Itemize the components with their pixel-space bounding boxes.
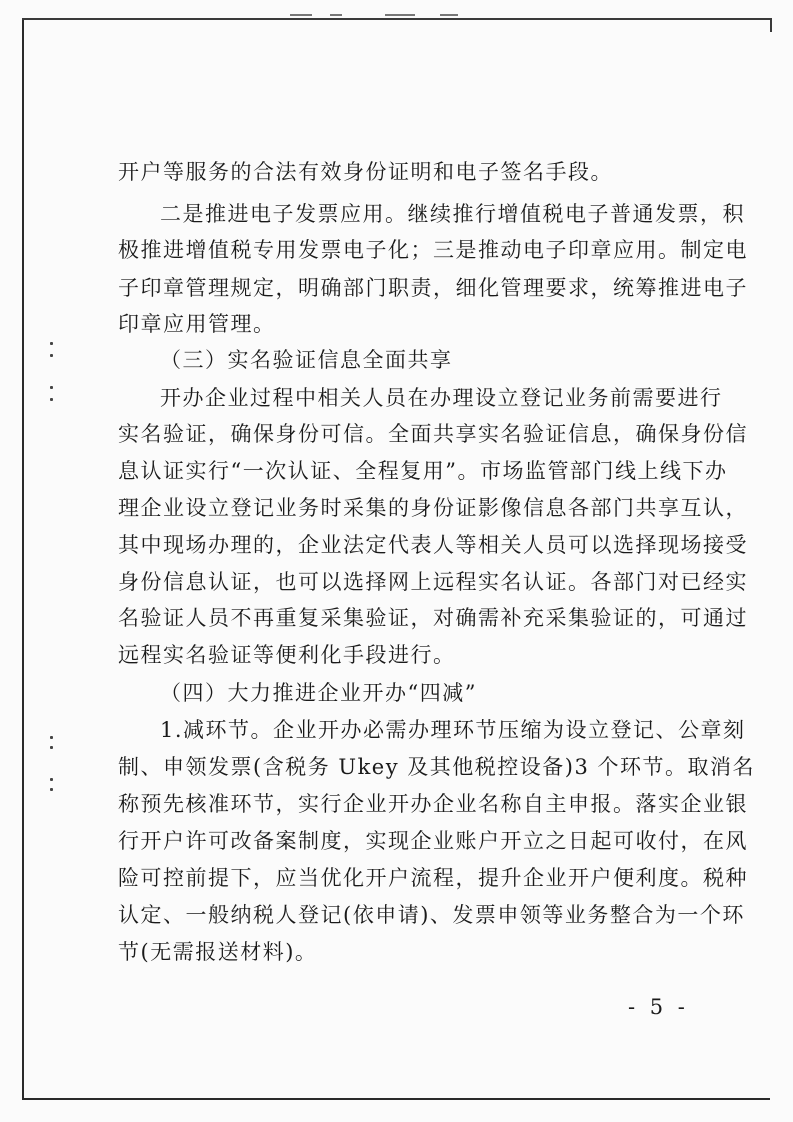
text-line: 息认证实行“一次认证、全程复用”。市场监管部门线上线下办 (118, 459, 728, 483)
text-line: 二是推进电子发票应用。继续推行增值税电子普通发票，积 (160, 202, 745, 226)
text-line: 节(无需报送材料)。 (118, 940, 318, 964)
text-line: 理企业设立登记业务时采集的身份证影像信息各部门共享互认， (118, 496, 748, 520)
text-line: 名验证人员不再重复采集验证，对确需补充采集验证的，可通过 (118, 606, 748, 630)
text-line: 称预先核准环节，实行企业开办企业名称自主申报。落实企业银 (118, 792, 748, 816)
text-line: 认定、一般纳税人登记(依申请)、发票申领等业务整合为一个环 (118, 903, 745, 927)
text-line: 制、申领发票(含税务 Ukey 及其他税控设备)3 个环节。取消名 (118, 755, 755, 779)
text-line: 开户等服务的合法有效身份证明和电子签名手段。 (118, 160, 613, 184)
text-line: 行开户许可改备案制度，实现企业账户开立之日起可收付，在风 (118, 829, 748, 853)
text-line: 1.减环节。企业开办必需办理环节压缩为设立登记、公章刻 (160, 718, 746, 742)
text-line: 极推进增值税专用发票电子化；三是推动电子印章应用。制定电 (118, 238, 748, 262)
page-number: - 5 - (628, 995, 689, 1019)
section-heading: （三）实名验证信息全面共享 (160, 348, 453, 372)
text-line: 远程实名验证等便利化手段进行。 (118, 643, 456, 667)
text-line: 其中现场办理的，企业法定代表人等相关人员可以选择现场接受 (118, 533, 748, 557)
text-line: 开办企业过程中相关人员在办理设立登记业务前需要进行 (160, 386, 723, 410)
text-line: 险可控前提下，应当优化开户流程，提升企业开户便利度。税种 (118, 866, 748, 890)
section-heading: （四）大力推进企业开办“四减” (160, 681, 477, 705)
text-line: 身份信息认证，也可以选择网上远程实名认证。各部门对已经实 (118, 570, 748, 594)
text-line: 实名验证，确保身份可信。全面共享实名验证信息，确保身份信 (118, 422, 748, 446)
text-line: 子印章管理规定，明确部门职责，细化管理要求，统筹推进电子 (118, 276, 748, 300)
text-line: 印章应用管理。 (118, 312, 276, 336)
